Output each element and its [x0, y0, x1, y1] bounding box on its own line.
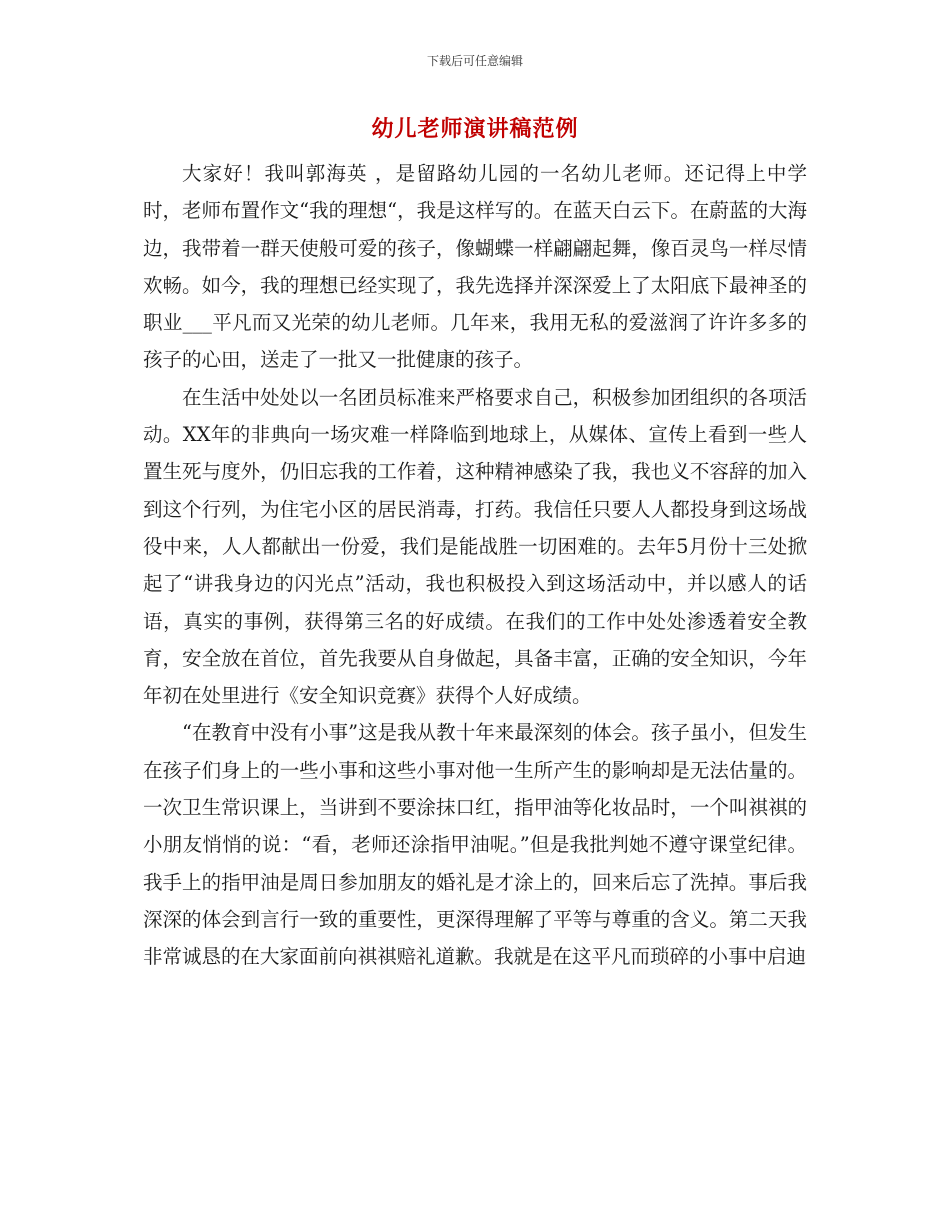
body-paragraph: 在生活中处处以一名团员标准来严格要求自己，积极参加团组织的各项活动。XX年的非典向一场灾难一样降临到地球上，从媒体、宣传上看到一些人置生死与度外，仍旧忘我的工作着，这种精神感染了我，我也义不容辞的加入到这个行列，为住宅小区的居民消毒，打药。我信任只要人人都投身到这场战役中来，人人都献出一份爱，我们是能战胜一切困难的。去年5月份十三处掀起了“讲我身边的闪光点”活动，我也积极投入到这场活动中，并以感人的话语，真实的事例，获得第三名的好成绩。在我们的工作中处处渗透着安全教育，安全放在首位，首先我要从自身做起，具备丰富，正确的安全知识，今年年初在处里进行《安全知识竞赛》获得个人好成绩。	[143, 385, 807, 708]
document-title: 幼儿老师演讲稿范例	[371, 117, 579, 142]
document-body	[143, 155, 807, 976]
body-paragraph: “在教育中没有小事”这是我从教十年来最深刻的体会。孩子虽小，但发生在孩子们身上的一些小事和这些小事对他一生所产生的影响却是无法估量的。一次卫生常识课上，当讲到不要涂抹口红，指甲油等化妆品时，一个叫祺祺的小朋友悄悄的说：“看，老师还涂指甲油呢。”但是我批判她不遵守课堂纪律。我手上的指甲油是周日参加朋友的婚礼是才涂上的，回来后忘了洗掉。事后我深深的体会到言行一致的重要性，更深得理解了平等与尊重的含义。第二天我非常诚恳的在大家面前向祺祺赔礼道歉。我就是在这平凡而琐碎的小事中启迪	[143, 721, 807, 969]
body-paragraph: 大家好！我叫郭海英 ，是留路幼儿园的一名幼儿老师。还记得上中学时，老师布置作文“我的理想“，我是这样写的。在蓝天白云下。在蔚蓝的大海边，我带着一群天使般可爱的孩子，像蝴蝶一样翩翩起舞，像百灵鸟一样尽情欢畅。如今，我的理想已经实现了，我先选择并深深爱上了太阳底下最神圣的职业___平凡而又光荣的幼儿老师。几年来，我用无私的爱滋润了许许多多的孩子的心田，送走了一批又一批健康的孩子。	[143, 162, 807, 372]
header-note: 下载后可任意编辑	[426, 54, 523, 68]
